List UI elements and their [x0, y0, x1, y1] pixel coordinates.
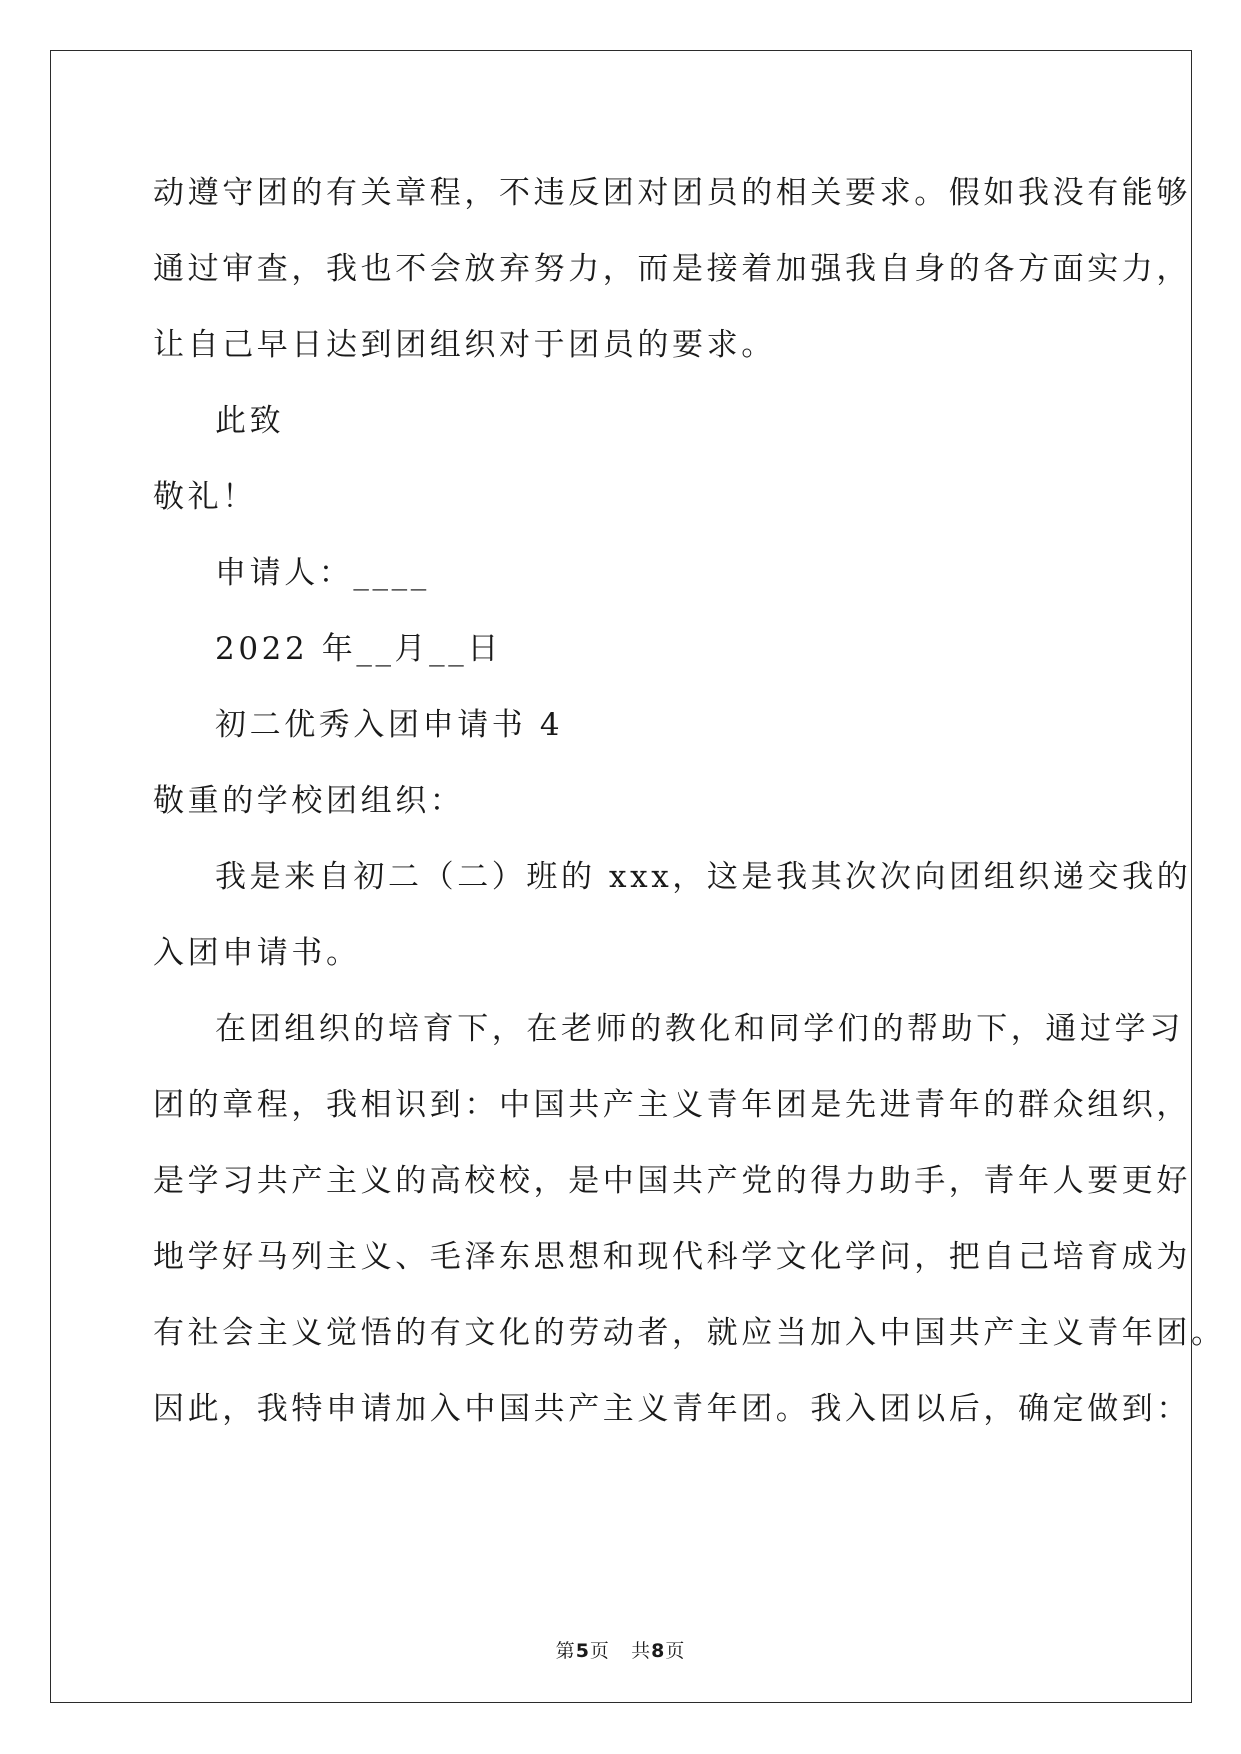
total-page-number: 8 — [651, 1640, 666, 1662]
greeting: 敬重的学校团组织： — [153, 783, 465, 819]
current-page-number: 5 — [575, 1640, 590, 1662]
date-line: 2022 年__月__日 — [215, 631, 502, 667]
applicant-line: 申请人：____ — [215, 555, 430, 591]
footer-page-word: 页 — [589, 1640, 610, 1662]
footer-prefix: 第 — [555, 1640, 576, 1662]
closing-respect: 敬礼！ — [153, 479, 257, 515]
body-line-2: 通过审查，我也不会放弃努力，而是接着加强我自身的各方面实力， — [153, 251, 1191, 287]
closing-salutation: 此致 — [215, 403, 285, 439]
body-line-14: 是学习共产主义的高校校，是中国共产党的得力助手，青年人要更好 — [153, 1163, 1191, 1199]
body-line-16: 有社会主义觉悟的有文化的劳动者，就应当加入中国共产主义青年团。 — [153, 1315, 1226, 1351]
body-line-11: 入团申请书。 — [153, 935, 361, 971]
footer-total-prefix: 共 — [631, 1640, 652, 1662]
body-line-3: 让自己早日达到团组织对于团员的要求。 — [153, 327, 776, 363]
body-line-10: 我是来自初二（二）班的 xxx，这是我其次次向团组织递交我的 — [215, 859, 1192, 895]
footer-total-suffix: 页 — [665, 1640, 686, 1662]
page-footer — [0, 1636, 1241, 1663]
body-line-12: 在团组织的培育下，在老师的教化和同学们的帮助下，通过学习 — [215, 1011, 1184, 1047]
body-line-1: 动遵守团的有关章程，不违反团对团员的相关要求。假如我没有能够 — [153, 175, 1191, 211]
body-line-13: 团的章程，我相识到：中国共产主义青年团是先进青年的群众组织， — [153, 1087, 1191, 1123]
body-line-15: 地学好马列主义、毛泽东思想和现代科学文化学问，把自己培育成为 — [153, 1239, 1191, 1275]
section-title: 初二优秀入团申请书 4 — [215, 707, 564, 743]
body-line-17: 因此，我特申请加入中国共产主义青年团。我入团以后，确定做到： — [153, 1391, 1191, 1427]
